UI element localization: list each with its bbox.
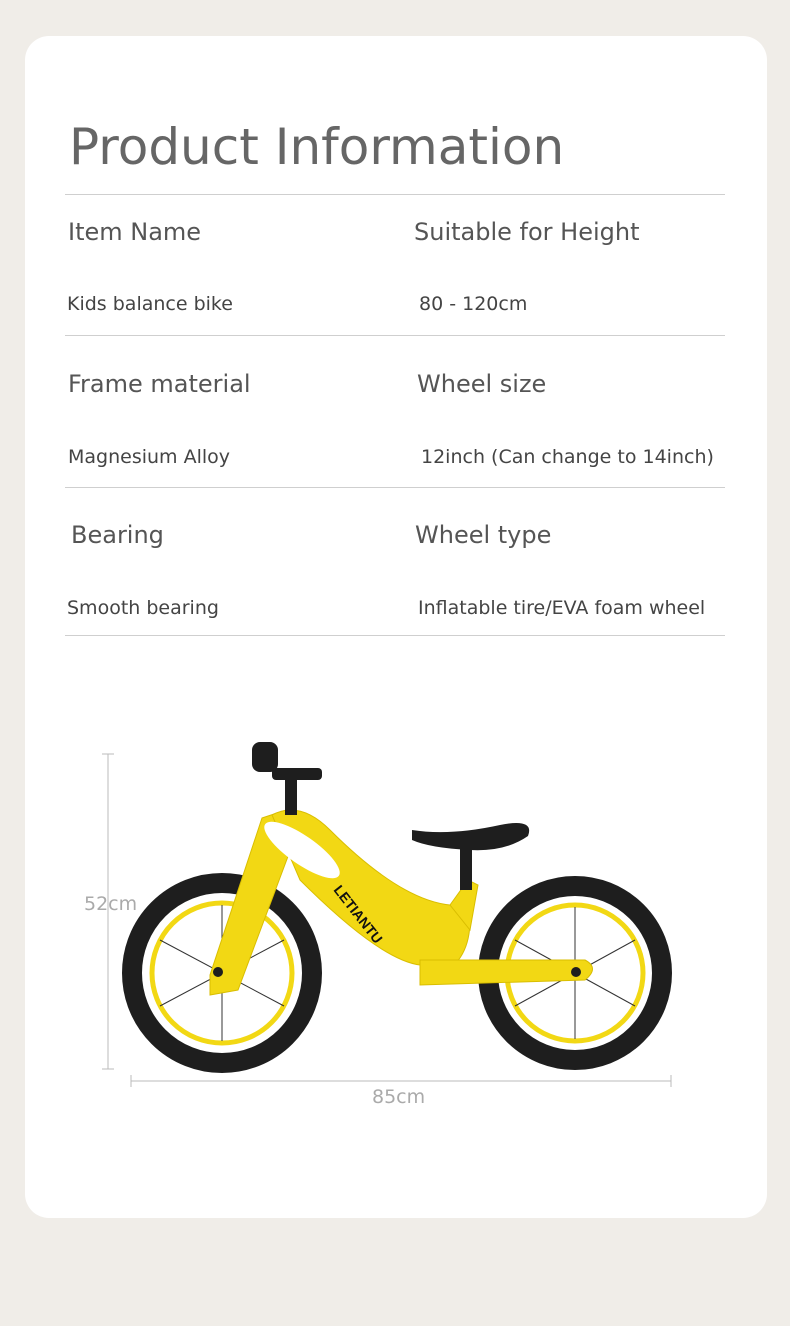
- height-label: Suitable for Height: [414, 218, 640, 246]
- frame-material-label: Frame material: [68, 370, 251, 398]
- frame-material-value: Magnesium Alloy: [68, 446, 231, 468]
- page-title: Product Information: [69, 118, 565, 176]
- wheel-type-value: Inflatable tire/EVA foam wheel: [418, 597, 706, 619]
- bearing-value: Smooth bearing: [67, 597, 219, 619]
- handlebar: [252, 742, 322, 815]
- wheel-size-label: Wheel size: [417, 370, 547, 398]
- length-dimension: 85cm: [372, 1086, 426, 1108]
- height-value: 80 - 120cm: [419, 293, 528, 315]
- height-dimension: 52cm: [84, 893, 138, 915]
- brand-label: LETIANTU: [330, 881, 386, 947]
- item-name-value: Kids balance bike: [67, 293, 233, 315]
- wheel-type-label: Wheel type: [415, 521, 552, 549]
- bearing-label: Bearing: [71, 521, 164, 549]
- item-name-label: Item Name: [68, 218, 202, 246]
- seat: [412, 823, 529, 890]
- wheel-size-value: 12inch (Can change to 14inch): [421, 446, 714, 468]
